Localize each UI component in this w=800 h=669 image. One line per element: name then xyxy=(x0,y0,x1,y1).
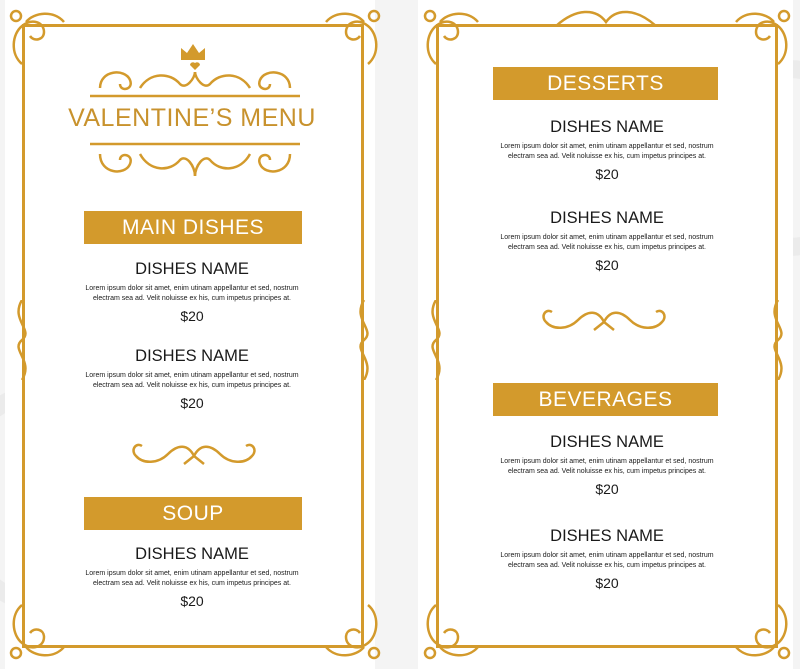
side-flourish-icon xyxy=(8,300,36,380)
corner-flourish-icon xyxy=(316,595,386,665)
top-center-flourish-icon xyxy=(556,4,656,34)
dish-price: $20 xyxy=(595,257,619,273)
dish-description: Lorem ipsum dolor sit amet, enim utinam appellantur et sed, nostrum electram sea ad. Velit noluisse ex his, cum impetus principes at. xyxy=(85,570,299,587)
corner-flourish-icon xyxy=(4,595,74,665)
dish-description: Lorem ipsum dolor sit amet, enim utinam appellantur et sed, nostrum electram sea ad. Velit noluisse ex his, cum impetus principes at. xyxy=(85,285,299,302)
dish-description: Lorem ipsum dolor sit amet, enim utinam appellantur et sed, nostrum electram sea ad. Velit noluisse ex his, cum impetus principes at. xyxy=(500,552,714,569)
side-flourish-icon xyxy=(422,300,450,380)
corner-flourish-icon xyxy=(418,595,488,665)
dish-item xyxy=(487,432,727,497)
side-flourish-icon xyxy=(764,300,792,380)
title-bottom-flourish-icon xyxy=(90,140,300,188)
dish-name: DISHES NAME xyxy=(135,260,249,278)
dish-name: DISHES NAME xyxy=(550,209,664,227)
corner-flourish-icon xyxy=(418,4,488,74)
section-banner-soup: SOUP xyxy=(84,497,302,530)
section-banner-beverages: BEVERAGES xyxy=(493,383,718,416)
dish-price: $20 xyxy=(595,575,619,591)
divider-flourish-icon xyxy=(538,300,670,340)
dish-name: DISHES NAME xyxy=(550,527,664,545)
dish-item xyxy=(487,208,727,273)
dish-description: Lorem ipsum dolor sit amet, enim utinam appellantur et sed, nostrum electram sea ad. Velit noluisse ex his, cum impetus principes at. xyxy=(500,143,714,160)
dish-price: $20 xyxy=(595,481,619,497)
dish-price: $20 xyxy=(180,593,204,609)
divider-flourish-icon xyxy=(128,434,260,474)
side-flourish-icon xyxy=(350,300,378,380)
dish-name: DISHES NAME xyxy=(135,347,249,365)
dish-description: Lorem ipsum dolor sit amet, enim utinam appellantur et sed, nostrum electram sea ad. Velit noluisse ex his, cum impetus principes at. xyxy=(500,234,714,251)
dish-item xyxy=(72,259,312,324)
dish-item xyxy=(72,544,312,609)
corner-flourish-icon xyxy=(726,4,796,74)
dish-description: Lorem ipsum dolor sit amet, enim utinam appellantur et sed, nostrum electram sea ad. Velit noluisse ex his, cum impetus principes at. xyxy=(85,372,299,389)
corner-flourish-icon xyxy=(4,4,74,74)
dish-item xyxy=(487,117,727,182)
dish-price: $20 xyxy=(595,166,619,182)
title-top-flourish-icon xyxy=(90,58,300,100)
corner-flourish-icon xyxy=(726,595,796,665)
section-banner-main-dishes: MAIN DISHES xyxy=(84,211,302,244)
dish-price: $20 xyxy=(180,395,204,411)
menu-title: VALENTINE’S MENU xyxy=(68,104,316,132)
dish-name: DISHES NAME xyxy=(550,118,664,136)
dish-description: Lorem ipsum dolor sit amet, enim utinam appellantur et sed, nostrum electram sea ad. Velit noluisse ex his, cum impetus principes at. xyxy=(500,458,714,475)
corner-flourish-icon xyxy=(316,4,386,74)
dish-item xyxy=(487,526,727,591)
dish-name: DISHES NAME xyxy=(550,433,664,451)
dish-price: $20 xyxy=(180,308,204,324)
dish-item xyxy=(72,346,312,411)
section-banner-desserts: DESSERTS xyxy=(493,67,718,100)
dish-name: DISHES NAME xyxy=(135,545,249,563)
